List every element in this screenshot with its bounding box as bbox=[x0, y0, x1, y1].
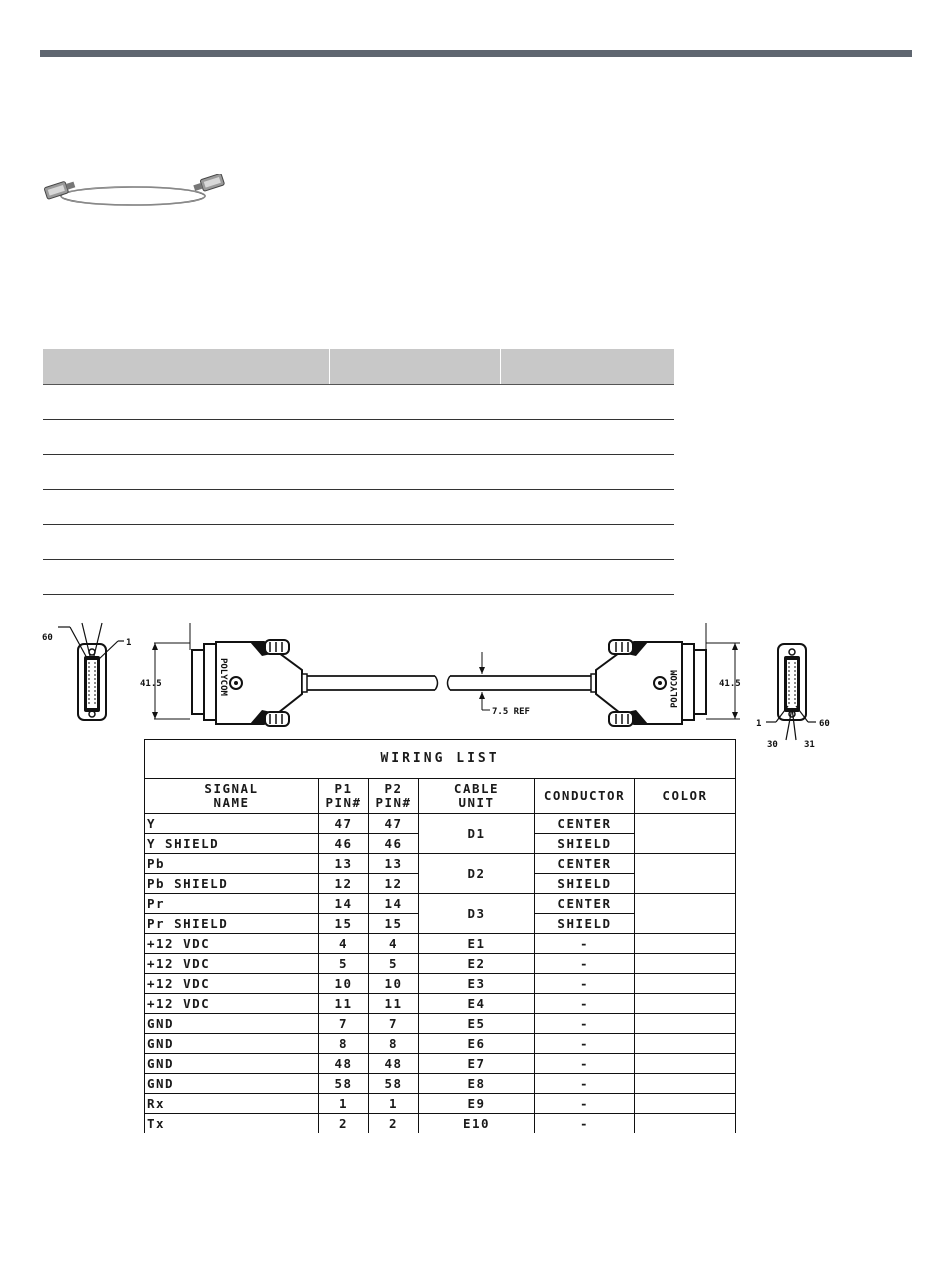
cable-unit-cell: E9 bbox=[419, 1094, 535, 1114]
p2-pin-cell: 13 bbox=[369, 854, 419, 874]
p2-pin-cell: 2 bbox=[369, 1114, 419, 1134]
spec-cell bbox=[330, 525, 501, 560]
spec-cell bbox=[501, 385, 675, 420]
right-pin-1-label: 1 bbox=[756, 719, 762, 729]
color-cell bbox=[635, 1034, 736, 1054]
right-pin-60-label: 60 bbox=[819, 719, 830, 729]
cable-thumbnail-image bbox=[40, 174, 226, 214]
color-cell bbox=[635, 854, 736, 894]
spec-cell bbox=[501, 490, 675, 525]
wiring-list-table bbox=[144, 739, 736, 1133]
right-end-view-connector bbox=[766, 644, 816, 740]
signal-cell: +12 VDC bbox=[145, 974, 319, 994]
spec-cell bbox=[330, 560, 501, 595]
conductor-cell: - bbox=[535, 1094, 635, 1114]
color-cell bbox=[635, 954, 736, 974]
p2-pin-header: P2 PIN# bbox=[369, 779, 419, 814]
cable-diameter-label: 7.5 REF bbox=[492, 707, 530, 717]
p2-pin-cell: 5 bbox=[369, 954, 419, 974]
p1-pin-cell: 11 bbox=[319, 994, 369, 1014]
wiring-row bbox=[145, 974, 736, 994]
signal-cell: Pr SHIELD bbox=[145, 914, 319, 934]
spec-cell bbox=[43, 560, 330, 595]
signal-cell: Pr bbox=[145, 894, 319, 914]
spec-row bbox=[43, 455, 674, 490]
color-cell bbox=[635, 934, 736, 954]
wiring-row bbox=[145, 994, 736, 1014]
p1-pin-cell: 12 bbox=[319, 874, 369, 894]
p2-pin-cell: 14 bbox=[369, 894, 419, 914]
wiring-row bbox=[145, 1014, 736, 1034]
spec-row bbox=[43, 560, 674, 595]
wiring-header-row bbox=[145, 779, 736, 814]
wiring-row bbox=[145, 934, 736, 954]
specification-table bbox=[43, 349, 674, 595]
wiring-row bbox=[145, 894, 736, 914]
wiring-row bbox=[145, 1094, 736, 1114]
conductor-cell: SHIELD bbox=[535, 834, 635, 854]
p2-pin-cell: 58 bbox=[369, 1074, 419, 1094]
p1-pin-header: P1 PIN# bbox=[319, 779, 369, 814]
left-pin-60-label: 60 bbox=[42, 633, 53, 643]
spec-cell bbox=[43, 455, 330, 490]
spec-cell bbox=[330, 420, 501, 455]
p2-pin-cell: 47 bbox=[369, 814, 419, 834]
spec-cell bbox=[43, 490, 330, 525]
color-cell bbox=[635, 1014, 736, 1034]
signal-cell: Y bbox=[145, 814, 319, 834]
p1-pin-cell: 15 bbox=[319, 914, 369, 934]
spec-cell bbox=[501, 455, 675, 490]
wiring-row bbox=[145, 954, 736, 974]
p2-pin-cell: 10 bbox=[369, 974, 419, 994]
signal-cell: GND bbox=[145, 1034, 319, 1054]
conductor-cell: CENTER bbox=[535, 894, 635, 914]
p1-pin-cell: 2 bbox=[319, 1114, 369, 1134]
color-cell bbox=[635, 1054, 736, 1074]
color-cell bbox=[635, 1114, 736, 1134]
spec-cell bbox=[43, 385, 330, 420]
p2-pin-cell: 11 bbox=[369, 994, 419, 1014]
signal-cell: Pb SHIELD bbox=[145, 874, 319, 894]
spec-row bbox=[43, 490, 674, 525]
conductor-cell: - bbox=[535, 1014, 635, 1034]
p2-pin-cell: 4 bbox=[369, 934, 419, 954]
cable-unit-header: CABLE UNIT bbox=[419, 779, 535, 814]
spec-row bbox=[43, 420, 674, 455]
cable-unit-cell: E3 bbox=[419, 974, 535, 994]
color-cell bbox=[635, 994, 736, 1014]
spec-cell bbox=[330, 490, 501, 525]
conductor-cell: - bbox=[535, 1054, 635, 1074]
conductor-cell: - bbox=[535, 934, 635, 954]
signal-cell: +12 VDC bbox=[145, 954, 319, 974]
p1-pin-cell: 47 bbox=[319, 814, 369, 834]
cable-unit-cell: D3 bbox=[419, 894, 535, 934]
color-cell bbox=[635, 894, 736, 934]
signal-cell: +12 VDC bbox=[145, 934, 319, 954]
conductor-cell: - bbox=[535, 974, 635, 994]
signal-cell: +12 VDC bbox=[145, 994, 319, 1014]
wiring-row bbox=[145, 854, 736, 874]
color-header: COLOR bbox=[635, 779, 736, 814]
cable-unit-cell: E5 bbox=[419, 1014, 535, 1034]
left-plug-body bbox=[192, 640, 307, 726]
signal-cell: GND bbox=[145, 1054, 319, 1074]
cable-unit-cell: E8 bbox=[419, 1074, 535, 1094]
spec-cell bbox=[501, 560, 675, 595]
spec-cell bbox=[501, 525, 675, 560]
p1-pin-cell: 58 bbox=[319, 1074, 369, 1094]
color-cell bbox=[635, 814, 736, 854]
conductor-header: CONDUCTOR bbox=[535, 779, 635, 814]
wiring-row bbox=[145, 1074, 736, 1094]
spec-cell bbox=[330, 455, 501, 490]
signal-name-header: SIGNAL NAME bbox=[145, 779, 319, 814]
signal-cell: Tx bbox=[145, 1114, 319, 1134]
signal-cell: Y SHIELD bbox=[145, 834, 319, 854]
cable-unit-cell: E4 bbox=[419, 994, 535, 1014]
cable-unit-cell: E10 bbox=[419, 1114, 535, 1134]
conductor-cell: - bbox=[535, 1034, 635, 1054]
spec-header-cell bbox=[501, 349, 675, 385]
p1-pin-cell: 8 bbox=[319, 1034, 369, 1054]
p1-pin-cell: 5 bbox=[319, 954, 369, 974]
p1-pin-cell: 1 bbox=[319, 1094, 369, 1114]
color-cell bbox=[635, 974, 736, 994]
right-brand-label: POLYCOM bbox=[670, 670, 680, 708]
left-pin-1-label: 1 bbox=[126, 638, 132, 648]
wiring-row bbox=[145, 1054, 736, 1074]
p1-pin-cell: 10 bbox=[319, 974, 369, 994]
cable-unit-cell: E7 bbox=[419, 1054, 535, 1074]
spec-cell bbox=[43, 420, 330, 455]
p1-pin-cell: 46 bbox=[319, 834, 369, 854]
p1-pin-cell: 48 bbox=[319, 1054, 369, 1074]
cable-drawing bbox=[40, 620, 840, 750]
p2-pin-cell: 1 bbox=[369, 1094, 419, 1114]
conductor-cell: - bbox=[535, 994, 635, 1014]
p2-pin-cell: 7 bbox=[369, 1014, 419, 1034]
wiring-row bbox=[145, 1114, 736, 1134]
p2-pin-cell: 46 bbox=[369, 834, 419, 854]
conductor-cell: SHIELD bbox=[535, 874, 635, 894]
right-height-label: 41.5 bbox=[719, 679, 741, 689]
signal-cell: Pb bbox=[145, 854, 319, 874]
cable-unit-cell: D1 bbox=[419, 814, 535, 854]
p2-pin-cell: 12 bbox=[369, 874, 419, 894]
left-end-view-connector bbox=[58, 623, 124, 720]
conductor-cell: - bbox=[535, 1114, 635, 1134]
wiring-title-row bbox=[145, 740, 736, 779]
spec-header-row bbox=[43, 349, 674, 385]
right-plug-body bbox=[591, 640, 706, 726]
spec-cell bbox=[43, 525, 330, 560]
cable-unit-cell: E2 bbox=[419, 954, 535, 974]
conductor-cell: CENTER bbox=[535, 814, 635, 834]
color-cell bbox=[635, 1074, 736, 1094]
signal-cell: GND bbox=[145, 1074, 319, 1094]
right-pin-30-label: 30 bbox=[767, 740, 778, 750]
spec-cell bbox=[501, 420, 675, 455]
signal-cell: Rx bbox=[145, 1094, 319, 1114]
spec-header-cell bbox=[330, 349, 501, 385]
conductor-cell: - bbox=[535, 954, 635, 974]
left-height-label: 41.5 bbox=[140, 679, 162, 689]
spec-cell bbox=[330, 385, 501, 420]
cable-unit-cell: E6 bbox=[419, 1034, 535, 1054]
p1-pin-cell: 4 bbox=[319, 934, 369, 954]
p2-pin-cell: 8 bbox=[369, 1034, 419, 1054]
spec-header-cell bbox=[43, 349, 330, 385]
cable-unit-cell: D2 bbox=[419, 854, 535, 894]
p1-pin-cell: 13 bbox=[319, 854, 369, 874]
right-pin-31-label: 31 bbox=[804, 740, 815, 750]
p1-pin-cell: 7 bbox=[319, 1014, 369, 1034]
spec-row bbox=[43, 385, 674, 420]
p2-pin-cell: 48 bbox=[369, 1054, 419, 1074]
p1-pin-cell: 14 bbox=[319, 894, 369, 914]
header-rule bbox=[40, 50, 912, 57]
signal-cell: GND bbox=[145, 1014, 319, 1034]
wiring-list-title: WIRING LIST bbox=[145, 740, 736, 779]
conductor-cell: CENTER bbox=[535, 854, 635, 874]
p2-pin-cell: 15 bbox=[369, 914, 419, 934]
conductor-cell: SHIELD bbox=[535, 914, 635, 934]
color-cell bbox=[635, 1094, 736, 1114]
left-brand-label: POLYCOM bbox=[218, 658, 228, 696]
spec-row bbox=[43, 525, 674, 560]
wiring-row bbox=[145, 1034, 736, 1054]
conductor-cell: - bbox=[535, 1074, 635, 1094]
cable-unit-cell: E1 bbox=[419, 934, 535, 954]
wiring-row bbox=[145, 814, 736, 834]
